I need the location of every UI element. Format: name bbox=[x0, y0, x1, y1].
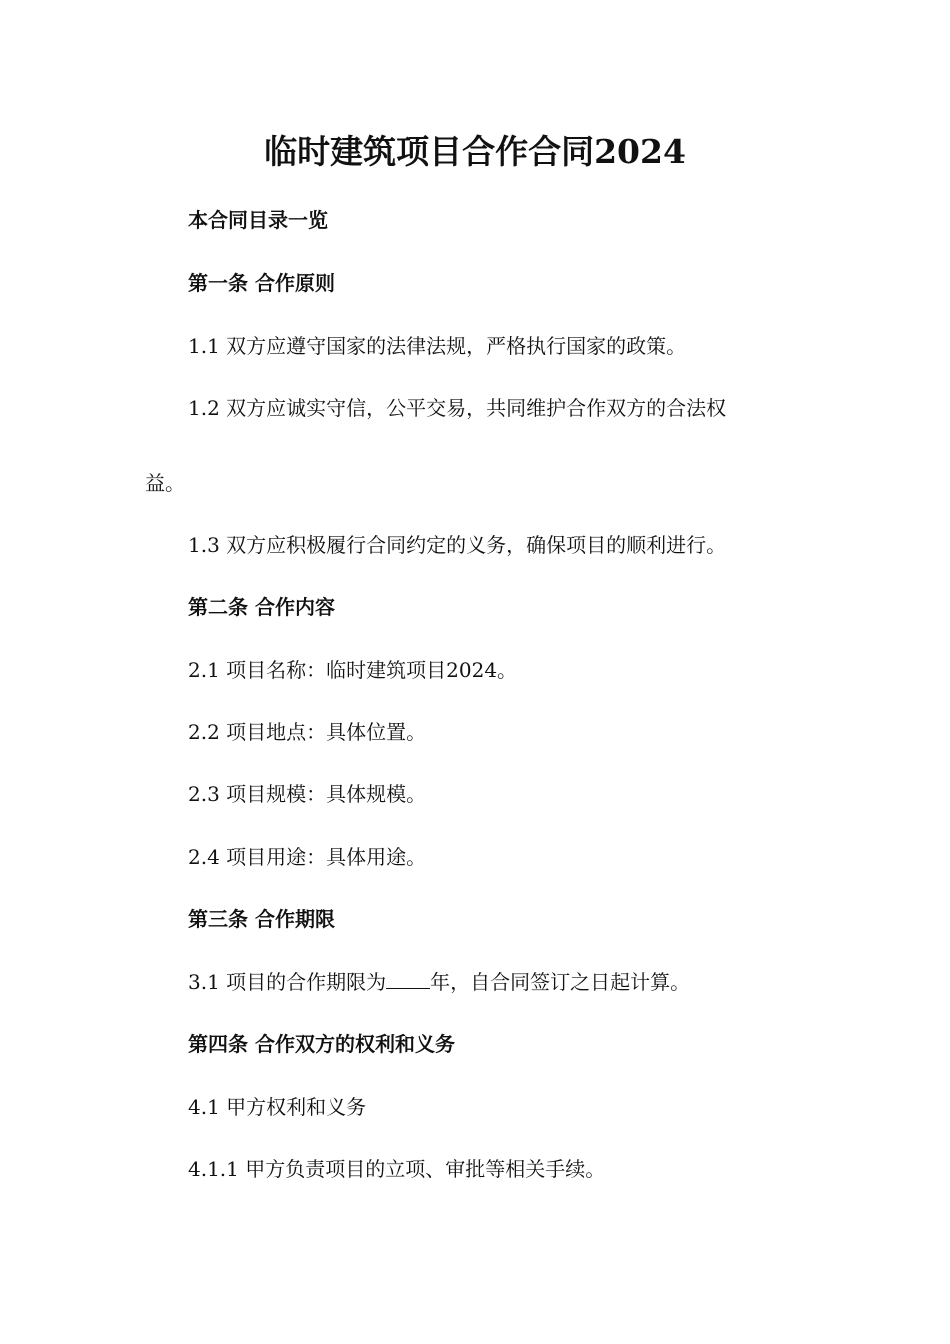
document-title: 临时建筑项目合作合同2024 bbox=[264, 132, 686, 171]
clause-1-1: 1.1 双方应遵守国家的法律法规，严格执行国家的政策。 bbox=[188, 334, 687, 358]
clause-3-1-after: 年，自合同签订之日起计算。 bbox=[430, 970, 691, 994]
clause-3-1-before: 3.1 项目的合作期限为 bbox=[188, 970, 387, 994]
section-2-heading: 第二条 合作内容 bbox=[188, 595, 335, 619]
section-1-heading: 第一条 合作原则 bbox=[188, 271, 335, 295]
clause-4-1-1: 4.1.1 甲方负责项目的立项、审批等相关手续。 bbox=[188, 1157, 606, 1181]
clause-1-2-line2: 益。 bbox=[145, 471, 185, 495]
clause-1-2-line1: 1.2 双方应诚实守信，公平交易，共同维护合作双方的合法权 bbox=[188, 396, 727, 420]
clause-1-3: 1.3 双方应积极履行合同约定的义务，确保项目的顺利进行。 bbox=[188, 533, 727, 557]
clause-3-1 bbox=[188, 967, 690, 997]
blank-years-field[interactable] bbox=[386, 970, 430, 989]
clause-2-4: 2.4 项目用途：具体用途。 bbox=[188, 845, 427, 869]
clause-2-1: 2.1 项目名称：临时建筑项目2024。 bbox=[188, 658, 518, 682]
toc-heading: 本合同目录一览 bbox=[188, 208, 328, 232]
clause-2-3: 2.3 项目规模：具体规模。 bbox=[188, 782, 427, 806]
section-4-heading: 第四条 合作双方的权利和义务 bbox=[188, 1032, 455, 1056]
clause-2-2: 2.2 项目地点：具体位置。 bbox=[188, 720, 427, 744]
section-3-heading: 第三条 合作期限 bbox=[188, 907, 335, 931]
clause-4-1: 4.1 甲方权利和义务 bbox=[188, 1095, 367, 1119]
